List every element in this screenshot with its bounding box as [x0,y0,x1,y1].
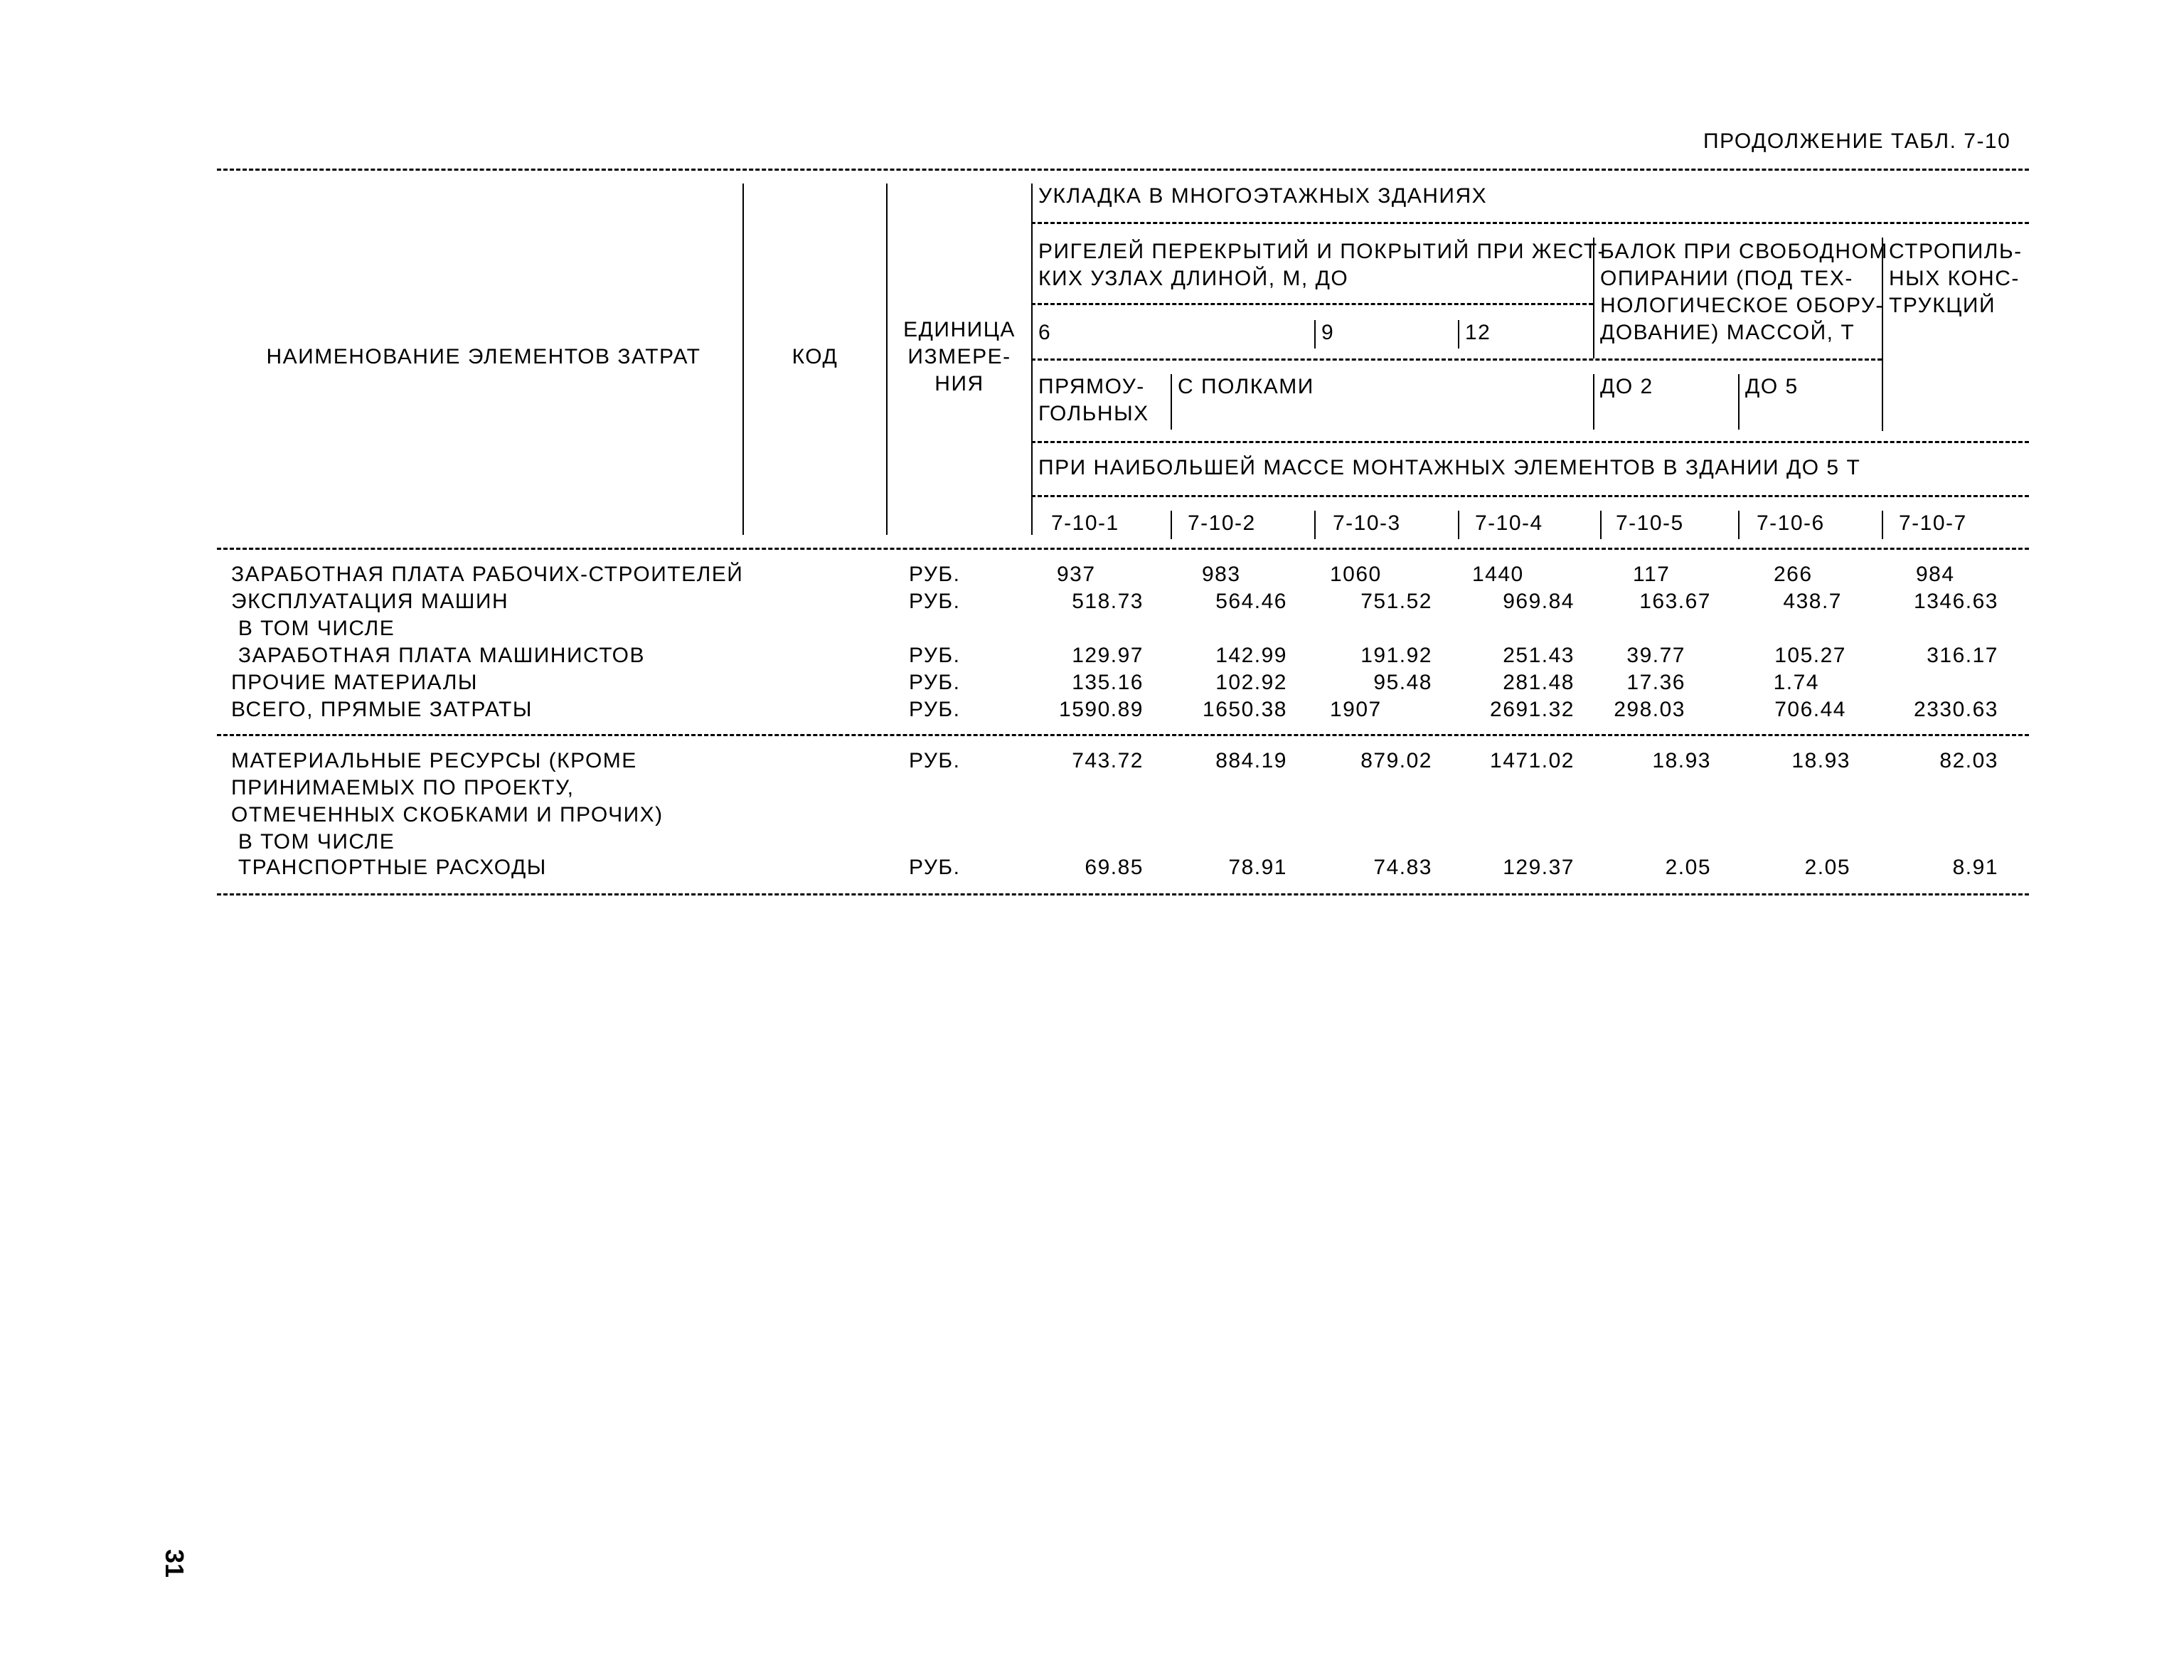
row-value: 117 [1633,563,1671,586]
row-value: 1.74 [1773,671,1819,694]
table-caption: ПРОДОЛЖЕНИЕ ТАБЛ. 7-10 [1703,129,2011,153]
column-code: 7-10-7 [1899,511,1967,535]
header-beam-line1: БАЛОК ПРИ СВОБОДНОМ [1600,240,1888,263]
rule-group [1031,222,2029,224]
divider-code-unit [886,184,888,535]
row-value: 984 [1916,563,1955,586]
header-rigel-line1: РИГЕЛЕЙ ПЕРЕКРЫТИЙ И ПОКРЫТИЙ ПРИ ЖЕСТ- [1038,240,1607,263]
row-value: 251.43 [1503,644,1575,667]
divider-code-5 [1600,511,1602,539]
column-code: 7-10-5 [1616,511,1684,535]
rule-bottom [217,893,2029,895]
column-code: 7-10-4 [1475,511,1543,535]
row-value: 95.48 [1373,671,1432,694]
divider-unit-data [1031,184,1033,535]
header-rigel-line2: КИХ УЗЛАХ ДЛИНОЙ, М, ДО [1038,267,1349,290]
rule-header-bottom [217,548,2029,550]
row-value: 102.92 [1215,671,1287,694]
header-rafter-line2: НЫХ КОНС- [1889,267,2020,290]
header-unit-line3: НИЯ [934,372,984,395]
row-value: 69.85 [1085,856,1144,879]
row-name: В ТОМ ЧИСЛЕ [231,830,395,854]
header-beam-line2: ОПИРАНИИ (ПОД ТЕХ- [1600,267,1853,290]
header-note: ПРИ НАИБОЛЬШЕЙ МАССЕ МОНТАЖНЫХ ЭЛЕМЕНТОВ В ЗДАНИИ ДО 5 Т [1038,456,1861,479]
row-value: 983 [1202,563,1241,586]
row-name: ПРИНИМАЕМЫХ ПО ПРОЕКТУ, [231,776,575,799]
row-name: ПРОЧИЕ МАТЕРИАЛЫ [231,671,478,694]
row-unit: РУБ. [909,698,961,721]
rule-note [1031,495,2029,497]
divider-m2-m5 [1738,374,1740,430]
row-value: 18.93 [1652,749,1711,772]
row-value: 1440 [1472,563,1524,586]
header-rafter-line3: ТРУКЦИЙ [1889,294,1996,317]
row-value: 1590.89 [1059,698,1144,721]
row-value: 2.05 [1804,856,1850,879]
row-value: 1346.63 [1914,590,1998,613]
row-unit: РУБ. [909,644,961,667]
divider-shelves-m2 [1593,374,1594,430]
row-value: 2.05 [1665,856,1711,879]
column-code: 7-10-2 [1188,511,1256,535]
column-code: 7-10-1 [1051,511,1119,535]
row-value: 518.73 [1072,590,1144,613]
column-code: 7-10-6 [1757,511,1825,535]
row-value: 129.37 [1503,856,1575,879]
row-name: ЭКСПЛУАТАЦИЯ МАШИН [231,590,509,613]
divider-code-6 [1738,511,1740,539]
row-value: 142.99 [1215,644,1287,667]
row-name: МАТЕРИАЛЬНЫЕ РЕСУРСЫ (КРОМЕ [231,749,637,772]
row-value: 316.17 [1927,644,1998,667]
column-code: 7-10-3 [1333,511,1401,535]
header-group-title: УКЛАДКА В МНОГОЭТАЖНЫХ ЗДАНИЯХ [1038,184,1488,208]
row-value: 969.84 [1503,590,1575,613]
row-value: 1650.38 [1203,698,1287,721]
row-name: ВСЕГО, ПРЯМЫЕ ЗАТРАТЫ [231,698,533,721]
header-unit-line1: ЕДИНИЦА [903,318,1016,341]
header-rect-line2: ГОЛЬНЫХ [1038,402,1149,425]
row-value: 78.91 [1228,856,1287,879]
row-value: 129.97 [1072,644,1144,667]
row-value: 1471.02 [1490,749,1575,772]
header-length-9: 9 [1321,321,1335,344]
row-value: 438.7 [1783,590,1842,613]
row-name: ОТМЕЧЕННЫХ СКОБКАМИ И ПРОЧИХ) [231,803,664,826]
row-value: 82.03 [1939,749,1998,772]
row-value: 105.27 [1774,644,1846,667]
row-value: 1907 [1330,698,1382,721]
row-unit: РУБ. [909,563,961,586]
row-value: 39.77 [1626,644,1685,667]
row-value: 298.03 [1614,698,1685,721]
row-value: 937 [1057,563,1096,586]
divider-beam-rafter [1882,238,1883,431]
row-value: 1060 [1330,563,1382,586]
header-unit-line2: ИЗМЕРЕ- [907,345,1011,368]
row-value: 191.92 [1360,644,1432,667]
row-value: 8.91 [1952,856,1998,879]
rule-section [217,734,2029,736]
row-unit: РУБ. [909,856,961,879]
row-unit: РУБ. [909,671,961,694]
header-length-12: 12 [1465,321,1491,344]
header-name-col: НАИМЕНОВАНИЕ ЭЛЕМЕНТОВ ЗАТРАТ [266,345,701,368]
row-value: 163.67 [1639,590,1711,613]
row-value: 74.83 [1373,856,1432,879]
row-value: 884.19 [1215,749,1287,772]
divider-name-code [742,184,744,535]
rule-lengths [1031,358,1882,361]
row-value: 266 [1774,563,1813,586]
row-name: ЗАРАБОТНАЯ ПЛАТА РАБОЧИХ-СТРОИТЕЛЕЙ [231,563,744,586]
divider-len-12 [1458,320,1459,349]
header-rect-line1: ПРЯМОУ- [1038,375,1145,398]
row-name: В ТОМ ЧИСЛЕ [231,617,395,640]
row-value: 18.93 [1791,749,1850,772]
header-shelves: С ПОЛКАМИ [1178,375,1314,398]
row-value: 17.36 [1626,671,1685,694]
header-beam-line3: НОЛОГИЧЕСКОЕ ОБОРУ- [1600,294,1884,317]
row-value: 135.16 [1072,671,1144,694]
row-value: 743.72 [1072,749,1144,772]
row-value: 879.02 [1360,749,1432,772]
row-value: 2330.63 [1914,698,1998,721]
row-value: 281.48 [1503,671,1575,694]
rule-top [217,169,2029,171]
divider-rect-shelves [1171,374,1172,430]
divider-code-2 [1171,511,1172,539]
row-unit: РУБ. [909,749,961,772]
header-code-col: КОД [792,345,838,368]
header-length-6: 6 [1038,321,1052,344]
row-unit: РУБ. [909,590,961,613]
header-mass-5: ДО 5 [1745,375,1799,398]
divider-code-3 [1314,511,1316,539]
row-value: 564.46 [1215,590,1287,613]
divider-code-7 [1882,511,1883,539]
divider-len-9 [1314,320,1316,349]
header-rafter-line1: СТРОПИЛЬ- [1889,240,2023,263]
header-beam-line4: ДОВАНИЕ) МАССОЙ, Т [1600,321,1855,344]
row-value: 706.44 [1774,698,1846,721]
row-name: ТРАНСПОРТНЫЕ РАСХОДЫ [231,856,547,879]
header-mass-2: ДО 2 [1600,375,1653,398]
page-number: 31 [160,1548,189,1578]
divider-code-4 [1458,511,1459,539]
rule-rigel [1031,303,1593,305]
rule-types [1031,441,2029,443]
row-name: ЗАРАБОТНАЯ ПЛАТА МАШИНИСТОВ [231,644,646,667]
row-value: 751.52 [1360,590,1432,613]
row-value: 2691.32 [1490,698,1575,721]
